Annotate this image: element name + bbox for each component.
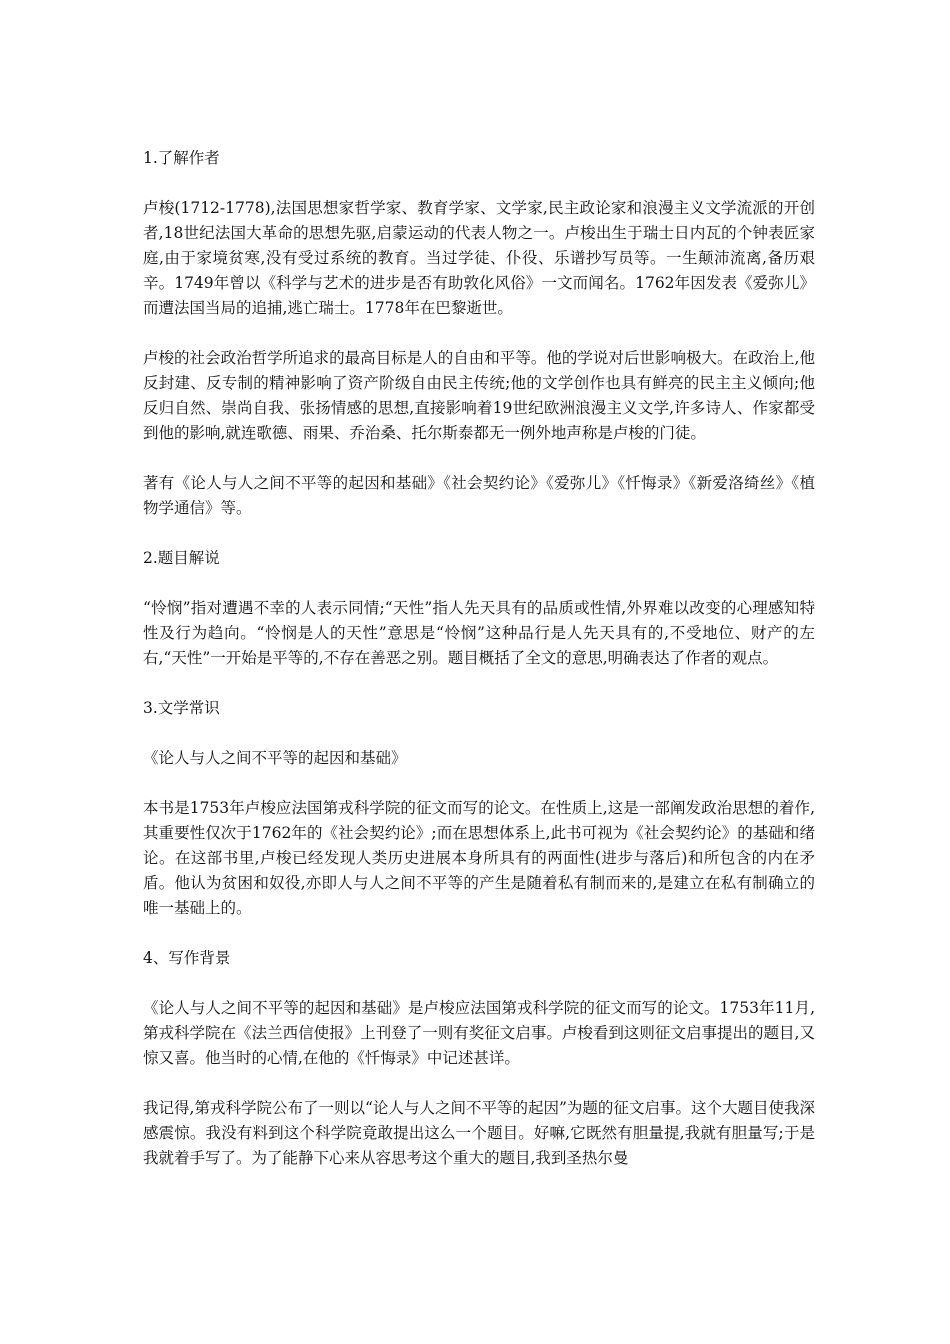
paragraph-author-works: 著有《论人与人之间不平等的起因和基础》《社会契约论》《爱弥儿》《忏悔录》《新爱洛绮丝》《植物学通信》等。	[143, 474, 815, 517]
paragraph-background: 《论人与人之间不平等的起因和基础》是卢梭应法国第戎科学院的征文而写的论文。1753年11月,第戎科学院在《法兰西信使报》上刊登了一则有奖征文启事。卢梭看到这则征文启事提出的题目,又惊又喜。他当时的心情,在他的《忏悔录》中记述甚详。	[143, 999, 815, 1067]
paragraph-confessions-quote: 我记得,第戎科学院公布了一则以“论人与人之间不平等的起因”为题的征文启事。这个大题目使我深感震惊。我没有料到这个科学院竟敢提出这么一个题目。好嘛,它既然有胆量提,我就有胆量写;于是我就着手写了。为了能静下心来从容思考这个重大的题目,我到圣热尔曼	[143, 1099, 815, 1167]
paragraph-book-description: 本书是1753年卢梭应法国第戎科学院的征文而写的论文。在性质上,这是一部阐发政治思想的着作,其重要性仅次于1762年的《社会契约论》;而在思想体系上,此书可视为《社会契约论》的基础和绪论。在这部书里,卢梭已经发现人类历史进展本身所具有的两面性(进步与落后)和所包含的内在矛盾。他认为贫困和奴役,亦即人与人之间不平等的产生是随着私有制而来的,是建立在私有制确立的唯一基础上的。	[143, 799, 815, 917]
section-heading-literary-knowledge: 3.文学常识	[143, 699, 220, 717]
section-heading-author: 1.了解作者	[143, 149, 220, 167]
paragraph-author-philosophy: 卢梭的社会政治哲学所追求的最高目标是人的自由和平等。他的学说对后世影响极大。在政治上,他反封建、反专制的精神影响了资产阶级自由民主传统;他的文学创作也具有鲜亮的民主主义倾向;他反归自然、崇尚自我、张扬情感的思想,直接影响着19世纪欧洲浪漫主义文学,许多诗人、作家都受到他的影响,就连歌德、雨果、乔治桑、托尔斯泰都无一例外地声称是卢梭的门徒。	[143, 349, 815, 442]
paragraph-title-explanation: “怜悯”指对遭遇不幸的人表示同情;“天性”指人先天具有的品质或性情,外界难以改变的心理感知特性及行为趋向。“怜悯是人的天性”意思是“怜悯”这种品行是人先天具有的,不受地位、财产的左右,“天性”一开始是平等的,不存在善恶之别。题目概括了全文的意思,明确表达了作者的观点。	[143, 599, 815, 667]
document-page	[143, 146, 815, 1171]
section-heading-title-explanation: 2.题目解说	[143, 549, 220, 567]
section-heading-background: 4、写作背景	[143, 949, 231, 967]
paragraph-book-title: 《论人与人之间不平等的起因和基础》	[143, 749, 407, 767]
paragraph-author-bio: 卢梭(1712-1778),法国思想家哲学家、教育学家、文学家,民主政论家和浪漫主义文学流派的开创者,18世纪法国大革命的思想先驱,启蒙运动的代表人物之一。卢梭出生于瑞士日内瓦的个钟表匠家庭,由于家境贫寒,没有受过系统的教育。当过学徒、仆役、乐谱抄写员等。一生颠沛流离,备历艰辛。1749年曾以《科学与艺术的进步是否有助敦化风俗》一文而闻名。1762年因发表《爱弥儿》而遭法国当局的追捕,逃亡瑞士。1778年在巴黎逝世。	[143, 199, 815, 317]
